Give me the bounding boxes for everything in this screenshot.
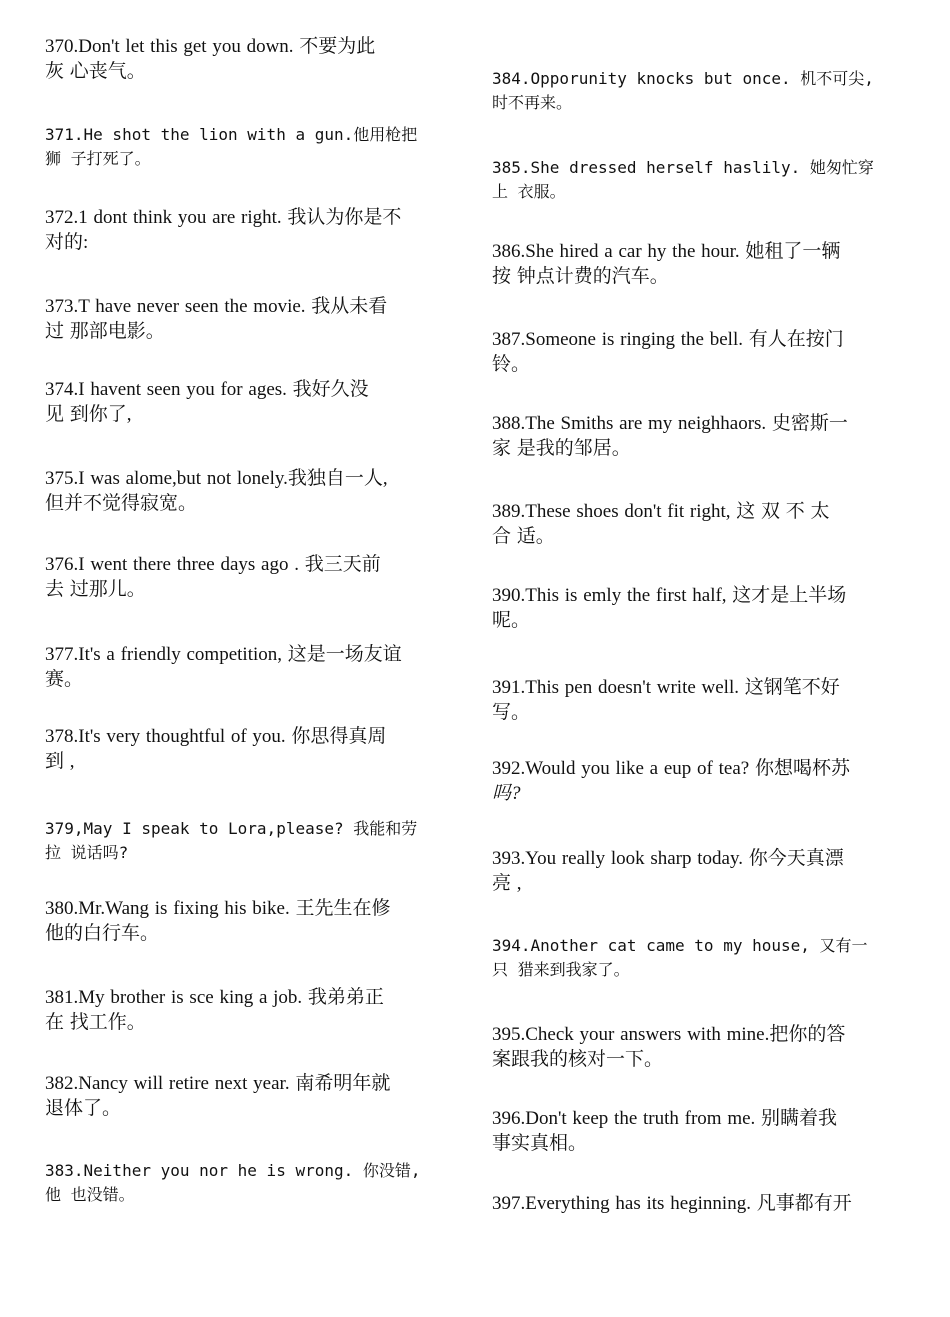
- entry-line-english: 370.Don't let this get you down. 不要为此: [45, 36, 376, 57]
- entry-line-continuation: 事实真相。: [492, 1133, 588, 1154]
- entry-line-english: 386.She hired a car hy the hour. 她租了一辆: [492, 241, 841, 262]
- entry-line-continuation: 吗?: [492, 783, 521, 804]
- entry-line-continuation: 在 找工作。: [45, 1012, 146, 1033]
- entry-line-continuation: 时不再来。: [492, 93, 573, 112]
- entry-line-english: 379,May I speak to Lora,please? 我能和劳: [45, 819, 418, 838]
- entry-line-english: 380.Mr.Wang is fixing his bike. 王先生在修: [45, 898, 391, 919]
- sentence-entry-391: [492, 675, 897, 725]
- sentence-entry-394: [492, 934, 897, 982]
- entry-line-english: 397.Everything has its heginning. 凡事都有开: [492, 1193, 852, 1214]
- entry-line-english: 385.She dressed herself haslily. 她匆忙穿: [492, 158, 874, 177]
- entry-line-english: 375.I was alome,but not lonely.我独自一人,: [45, 468, 388, 489]
- entry-line-english: 388.The Smiths are my neighhaors. 史密斯一: [492, 413, 848, 434]
- sentence-entry-380: [45, 896, 450, 946]
- entry-line-english: 392.Would you like a eup of tea? 你想喝杯苏: [492, 758, 850, 779]
- entry-line-english: 374.I havent seen you for ages. 我好久没: [45, 379, 369, 400]
- entry-line-continuation: 见 到你了,: [45, 404, 132, 425]
- entry-line-english: 391.This pen doesn't write well. 这钢笔不好: [492, 677, 840, 698]
- sentence-entry-377: [45, 642, 450, 692]
- sentence-entry-388: [492, 411, 897, 461]
- sentence-entry-397: [492, 1191, 897, 1216]
- entry-line-continuation: 到 ,: [45, 751, 75, 772]
- sentence-entry-372: [45, 205, 450, 255]
- entry-line-english: 376.I went there three days ago . 我三天前: [45, 554, 381, 575]
- sentence-entry-386: [492, 239, 897, 289]
- sentence-entry-370: [45, 34, 450, 84]
- entry-line-continuation: 狮 子打死了。: [45, 149, 151, 168]
- entry-line-english: 389.These shoes don't fit right, 这 双 不 太: [492, 501, 830, 522]
- entry-line-english: 377.It's a friendly competition, 这是一场友谊: [45, 644, 402, 665]
- entry-line-continuation: 上 衣服。: [492, 182, 566, 201]
- entry-line-continuation: 铃。: [492, 354, 531, 375]
- sentence-entry-373: [45, 294, 450, 344]
- entry-line-english: 396.Don't keep the truth from me. 别瞒着我: [492, 1108, 838, 1129]
- sentence-entry-396: [492, 1106, 897, 1156]
- entry-line-continuation: 拉 说话吗?: [45, 843, 129, 862]
- entry-line-english: 382.Nancy will retire next year. 南希明年就: [45, 1073, 391, 1094]
- sentence-entry-387: [492, 327, 897, 377]
- entry-line-continuation: 他的白行车。: [45, 923, 160, 944]
- entry-line-continuation: 写。: [492, 702, 531, 723]
- entry-line-english: 394.Another cat came to my house, 又有一: [492, 936, 868, 955]
- entry-line-english: 372.1 dont think you are right. 我认为你是不: [45, 207, 402, 228]
- entry-line-continuation: 案跟我的核对一下。: [492, 1049, 664, 1070]
- sentence-entry-371: [45, 123, 450, 171]
- sentence-entry-374: [45, 377, 450, 427]
- sentence-entry-392: [492, 756, 897, 806]
- entry-line-english: 387.Someone is ringing the bell. 有人在按门: [492, 329, 844, 350]
- entry-line-english: 381.My brother is sce king a job. 我弟弟正: [45, 987, 384, 1008]
- sentence-entry-375: [45, 466, 450, 516]
- sentence-entry-390: [492, 583, 897, 633]
- sentence-entry-378: [45, 724, 450, 774]
- sentence-entry-385: [492, 156, 897, 204]
- entry-line-continuation: 去 过那儿。: [45, 579, 146, 600]
- entry-line-continuation: 呢。: [492, 610, 531, 631]
- sentence-entry-395: [492, 1022, 897, 1072]
- entry-line-english: 390.This is emly the first half, 这才是上半场: [492, 585, 847, 606]
- entry-line-continuation: 只 猎来到我家了。: [492, 960, 630, 979]
- sentence-entry-379: [45, 817, 450, 865]
- entry-line-english: 371.He shot the lion with a gun.他用枪把: [45, 125, 418, 144]
- sentence-entry-376: [45, 552, 450, 602]
- entry-line-continuation: 但并不觉得寂宽。: [45, 493, 198, 514]
- entry-line-english: 395.Check your answers with mine.把你的答: [492, 1024, 846, 1045]
- sentence-entry-384: [492, 67, 897, 115]
- sentence-entry-393: [492, 846, 897, 896]
- entry-line-continuation: 亮 ,: [492, 873, 522, 894]
- sentence-entry-381: [45, 985, 450, 1035]
- entry-line-english: 378.It's very thoughtful of you. 你思得真周: [45, 726, 387, 747]
- entry-line-continuation: 合 适。: [492, 526, 555, 547]
- sentence-entry-382: [45, 1071, 450, 1121]
- entry-line-english: 384.Opporunity knocks but once. 机不可尖,: [492, 69, 874, 88]
- entry-line-continuation: 他 也没错。: [45, 1185, 135, 1204]
- sentence-entry-383: [45, 1159, 450, 1207]
- entry-line-continuation: 过 那部电影。: [45, 321, 165, 342]
- entry-line-continuation: 按 钟点计费的汽车。: [492, 266, 669, 287]
- entry-line-english: 383.Neither you nor he is wrong. 你没错,: [45, 1161, 421, 1180]
- entry-line-continuation: 灰 心丧气。: [45, 61, 146, 82]
- entry-line-continuation: 家 是我的邹居。: [492, 438, 631, 459]
- entry-line-continuation: 对的:: [45, 232, 89, 253]
- entry-line-english: 393.You really look sharp today. 你今天真漂: [492, 848, 844, 869]
- entry-line-english: 373.T have never seen the movie. 我从未看: [45, 296, 388, 317]
- entry-line-continuation: 赛。: [45, 669, 84, 690]
- sentence-entry-389: [492, 499, 897, 549]
- entry-line-continuation: 退体了。: [45, 1098, 122, 1119]
